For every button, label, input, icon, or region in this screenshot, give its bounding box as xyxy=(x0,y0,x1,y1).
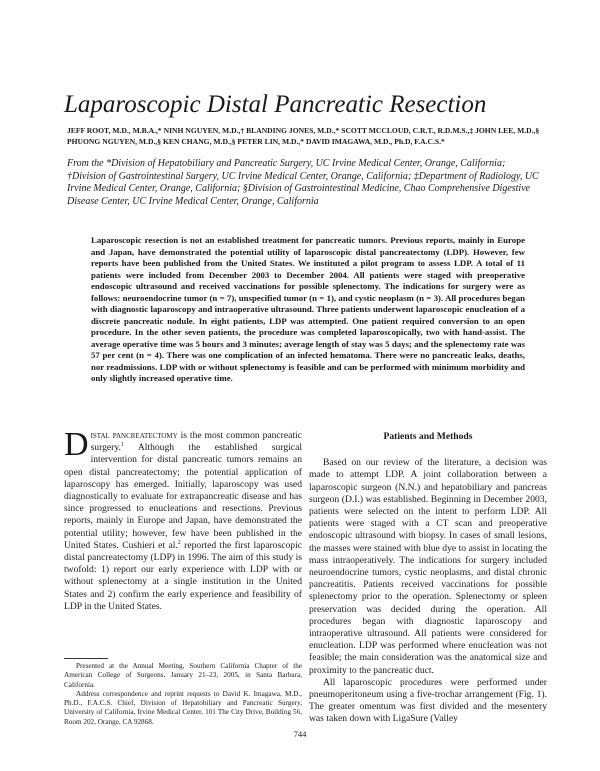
footnote-presented: Presented at the Annual Meeting, Southern California Chapter of the American College of Surgeons, January 21–23, 2005, in Santa Barbara, California. xyxy=(64,662,302,689)
page-number: 744 xyxy=(293,729,307,739)
reference-1: 1 xyxy=(120,442,124,449)
introduction-column xyxy=(64,426,302,613)
intro-text-3: reported the first laparoscopic distal pancreatectomy (LDP) in 1996. The aim of this study is twofold: 1) report our early experience with LDP with or without splenectomy at a single institution in the United States and 2) confirm the early experience and feasibility of LDP in the United States. xyxy=(64,539,302,612)
abstract: Laparoscopic resection is not an established treatment for pancreatic tumors. Previous reports, mainly in Europe and Japan, have demonstrated the potential utility of laparoscopic distal pancreatectomy (LDP). However, few reports have been published from the United States. We instituted a pilot program to assess LDP. A total of 11 patients were included from December 2003 to December 2004. All patients were staged with preoperative endoscopic ultrasound and received vaccinations for possible splenectomy. The indications for surgery were as follows: neuroendocrine tumor (n = 7), unspecified tumor (n = 1), and cystic neoplasm (n = 3). All procedures began with diagnostic laparoscopy and intraoperative ultrasound. Three patients underwent laparoscopic enucleation of a discrete pancreatic nodule. In eight patients, LDP was attempted. One patient required conversion to an open procedure. In the other seven patients, the procedure was completed laparoscopically, two with hand-assist. The average operative time was 5 hours and 3 minutes; average length of stay was 5 days; and the splenectomy rate was 57 per cent (n = 4). There was one complication of an infected hematoma. There were no pancreatic leaks, deaths, nor readmissions. LDP with or without splenectomy is feasible and can be performed with minimum morbidity and only slightly increased operative time. xyxy=(91,235,525,383)
intro-lead-smallcaps: istal pancreatectomy xyxy=(90,430,178,441)
methods-column xyxy=(309,431,547,726)
intro-text-2: Although the established surgical intervention for distal pancreatic tumors remains an open distal pancreatectomy; the potential application of laparoscopy has emerged. Initially, laparoscopy was used diagnostically to evaluate for extrapancreatic disease and has since progressed to enucleations and resections. Previous reports, mainly in Europe and Japan, have demonstrated the potential utility; however, few have been published in the United States. Cushieri et al. xyxy=(64,442,302,551)
author-affiliations: From the *Division of Hepatobiliary and Pancreatic Surgery, UC Irvine Medical Center, Orange, California; †Division of Gastrointestinal Surgery, UC Irvine Medical Center, Orange, California; ‡Department of Radiology, UC Irvine Medical Center, Orange, California; §Division of Gastrointestinal Medicine, Chao Comprehensive Digestive Disease Center, UC Irvine Medical Center, Orange, California xyxy=(67,158,539,207)
methods-paragraph-1: Based on our review of the literature, a decision was made to attempt LDP. A joint collaboration between a laparoscopic surgeon (N.N.) and hepatobiliary and pancreas surgeon (D.I.) was established. Beginning in December 2003, patients were selected on the intent to perform LDP. All patients were staged with a CT scan and preoperative endoscopic ultrasound with biopsy. In cases of small lesions, the masses were stained with blue dye to assist in locating the mass intraoperatively. The indications for surgery included neuroendocrine tumors, cystic neoplasms, and distal chronic pancreatitis. Patients received vaccinations for possible splenectomy prior to the operation. Splenectomy or spleen preservation was decided during the operation. All procedures began with diagnostic laparoscopy and intraoperative ultrasound. All patients were considered for enucleation. LDP was performed where enucleation was not feasible; the main consideration was the anatomical size and proximity to the pancreatic duct. xyxy=(309,457,547,676)
footnote-correspondence: Address correspondence and reprint requests to David K. Imagawa, M.D., Ph.D., F.A.C.S. Chief, Division of Hepatobiliary and Pancreatic Surgery, University of California, Irvine Medical Center, 101 The City Drive, Building 56, Room 202, Orange, CA 92868. xyxy=(64,689,302,726)
article-title: Laparoscopic Distal Pancreatic Resection xyxy=(64,91,487,118)
drop-cap: D xyxy=(64,426,89,463)
methods-paragraph-2: All laparoscopic procedures were performed under pneumoperitoneum using a five-trochar arrangement (Fig. 1). The greater omentum was first divided and the mesentery was taken down with LigaSure (Valley xyxy=(309,676,547,725)
footnote-rule xyxy=(64,658,108,659)
footnotes xyxy=(64,662,302,727)
author-list: JEFF ROOT, M.D., M.B.A.,* NINH NGUYEN, M.D.,† BLANDING JONES, M.D.,* SCOTT MCCLOUD, C.R.T., R.D.M.S.,‡ JOHN LEE, M.D.,§ PHUONG NGUYEN, M.D.,§ KEN CHANG, M.D.,§ PETER LIN, M.D.,* DAVID IMAGAWA, M.D., Ph.D, F.A.C.S.* xyxy=(67,126,540,146)
reference-2: 2 xyxy=(177,539,181,546)
section-heading-methods: Patients and Methods xyxy=(383,431,473,442)
intro-text-1: is the most common pancreatic surgery. xyxy=(90,430,302,454)
